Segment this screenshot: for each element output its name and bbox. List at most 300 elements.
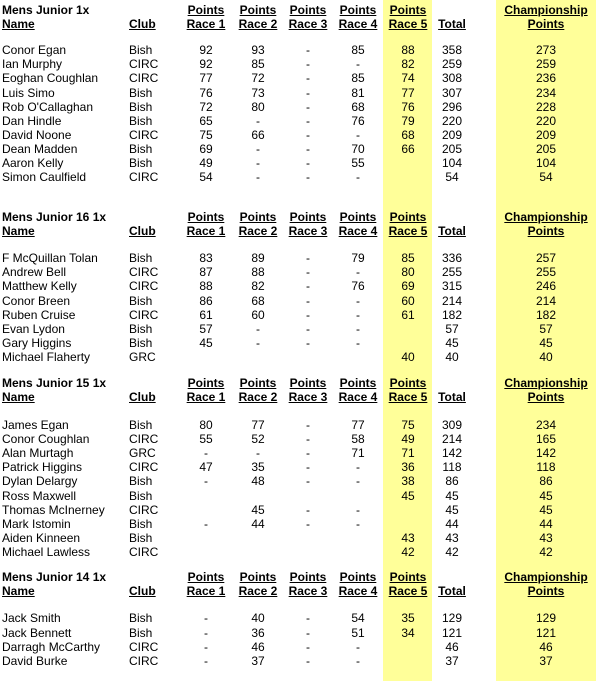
section-title: Mens Junior 1x [2, 3, 90, 17]
cell-r3: - [306, 114, 310, 128]
cell-tot: 309 [441, 418, 463, 432]
header-championship: Championship [504, 570, 588, 584]
table-row [0, 308, 600, 322]
cell-r4: 55 [351, 156, 365, 170]
header-total: Total [438, 584, 466, 598]
cell-name: Michael Lawless [2, 545, 91, 559]
header-race-5: Race 5 [388, 17, 428, 31]
cell-cp: 45 [539, 489, 553, 503]
cell-r4: - [356, 474, 360, 488]
header-championship-points: Points [527, 17, 565, 31]
cell-r2: 68 [251, 294, 265, 308]
cell-r4: 77 [351, 418, 365, 432]
header-points-race-4: Points [339, 570, 377, 584]
cell-r5: 74 [401, 71, 415, 85]
header-race-2: Race 2 [238, 584, 278, 598]
cell-r4: 76 [351, 114, 365, 128]
section-header-row-2 [0, 224, 600, 238]
cell-club: CIRC [129, 640, 159, 654]
cell-tot: 42 [445, 545, 459, 559]
cell-r5: 68 [401, 128, 415, 142]
header-points-race-5: Points [389, 376, 427, 390]
cell-tot: 296 [441, 100, 463, 114]
table-row [0, 517, 600, 531]
header-name: Name [2, 224, 35, 238]
table-row [0, 265, 600, 279]
cell-club: Bish [129, 322, 153, 336]
cell-r3: - [306, 86, 310, 100]
cell-name: Darragh McCarthy [2, 640, 101, 654]
header-race-4: Race 4 [338, 584, 378, 598]
header-points-race-3: Points [289, 570, 327, 584]
cell-r5: 35 [401, 611, 415, 625]
header-total: Total [438, 224, 466, 238]
cell-club: GRC [129, 446, 156, 460]
section-title: Mens Junior 16 1x [2, 210, 107, 224]
cell-r3: - [306, 460, 310, 474]
cell-r2: 37 [251, 654, 265, 668]
cell-tot: 209 [441, 128, 463, 142]
cell-tot: 118 [442, 460, 462, 474]
cell-cp: 209 [535, 128, 557, 142]
cell-r1: 72 [199, 100, 213, 114]
cell-r2: 89 [251, 251, 265, 265]
cell-r4: - [356, 503, 360, 517]
header-race-2: Race 2 [238, 224, 278, 238]
cell-cp: 228 [535, 100, 557, 114]
cell-club: CIRC [129, 545, 159, 559]
cell-tot: 44 [445, 517, 459, 531]
cell-tot: 182 [441, 308, 463, 322]
cell-r3: - [306, 279, 310, 293]
cell-club: CIRC [129, 308, 159, 322]
cell-r2: 45 [251, 503, 265, 517]
header-name: Name [2, 390, 35, 404]
cell-r2: 77 [251, 418, 265, 432]
cell-r4: 51 [351, 626, 365, 640]
cell-r1: 92 [199, 57, 213, 71]
table-row [0, 86, 600, 100]
header-points-race-2: Points [239, 570, 277, 584]
cell-name: Luis Simo [2, 86, 55, 100]
cell-tot: 315 [441, 279, 463, 293]
section-title: Mens Junior 15 1x [2, 376, 107, 390]
cell-r2: 82 [251, 279, 265, 293]
cell-r2: 80 [251, 100, 265, 114]
cell-r4: - [356, 294, 360, 308]
cell-name: Patrick Higgins [2, 460, 83, 474]
cell-r2: 44 [251, 517, 265, 531]
cell-r4: 79 [351, 251, 365, 265]
cell-cp: 182 [535, 308, 557, 322]
cell-r3: - [306, 418, 310, 432]
cell-r4: 81 [351, 86, 365, 100]
header-championship: Championship [504, 376, 588, 390]
cell-r3: - [306, 503, 310, 517]
header-championship-points: Points [527, 390, 565, 404]
header-race-3: Race 3 [288, 390, 328, 404]
cell-r2: - [256, 142, 260, 156]
cell-tot: 43 [445, 531, 459, 545]
cell-r5: 43 [401, 531, 415, 545]
cell-tot: 358 [441, 43, 463, 57]
cell-r3: - [306, 294, 310, 308]
cell-r2: - [256, 114, 260, 128]
cell-cp: 257 [535, 251, 557, 265]
cell-r4: - [356, 336, 360, 350]
cell-cp: 44 [539, 517, 553, 531]
section-header-row-2 [0, 390, 600, 404]
cell-name: Ruben Cruise [2, 308, 76, 322]
section-header-row-2 [0, 17, 600, 31]
cell-r5: 66 [401, 142, 415, 156]
cell-r1: 75 [199, 128, 213, 142]
cell-r3: - [306, 640, 310, 654]
cell-r4: 71 [351, 446, 365, 460]
cell-r5: 77 [401, 86, 415, 100]
cell-r1: - [204, 446, 208, 460]
cell-cp: 45 [539, 336, 553, 350]
cell-r1: 83 [199, 251, 213, 265]
cell-r1: 49 [199, 156, 213, 170]
table-row [0, 336, 600, 350]
header-club: Club [129, 584, 156, 598]
cell-cp: 118 [536, 460, 556, 474]
table-row [0, 294, 600, 308]
cell-r2: 73 [251, 86, 265, 100]
cell-name: Dylan Delargy [2, 474, 78, 488]
cell-r5: 85 [401, 251, 415, 265]
cell-cp: 86 [539, 474, 553, 488]
cell-name: Gary Higgins [2, 336, 72, 350]
cell-club: Bish [129, 100, 153, 114]
header-race-1: Race 1 [186, 390, 226, 404]
cell-r5: 60 [401, 294, 415, 308]
header-name: Name [2, 584, 35, 598]
cell-cp: 129 [535, 611, 557, 625]
cell-club: Bish [129, 142, 153, 156]
table-row [0, 611, 600, 625]
header-points-race-4: Points [339, 3, 377, 17]
header-race-3: Race 3 [288, 17, 328, 31]
cell-club: GRC [129, 350, 156, 364]
cell-tot: 57 [445, 322, 459, 336]
header-points-race-3: Points [289, 210, 327, 224]
cell-tot: 86 [445, 474, 459, 488]
cell-r4: - [356, 308, 360, 322]
cell-cp: 205 [535, 142, 557, 156]
cell-r4: 85 [351, 71, 365, 85]
cell-r4: - [356, 322, 360, 336]
cell-r3: - [306, 474, 310, 488]
header-race-1: Race 1 [186, 17, 226, 31]
cell-r5: 45 [401, 489, 415, 503]
cell-club: Bish [129, 418, 153, 432]
cell-r1: 80 [199, 418, 213, 432]
cell-r3: - [306, 170, 310, 184]
cell-r5: 82 [401, 57, 415, 71]
cell-tot: 46 [445, 640, 459, 654]
cell-r2: 36 [251, 626, 265, 640]
cell-r3: - [306, 322, 310, 336]
cell-tot: 45 [445, 489, 459, 503]
cell-r1: - [204, 474, 208, 488]
cell-name: Andrew Bell [2, 265, 67, 279]
cell-r1: 65 [199, 114, 213, 128]
cell-r3: - [306, 43, 310, 57]
cell-club: Bish [129, 156, 153, 170]
cell-tot: 205 [441, 142, 463, 156]
cell-r4: 54 [351, 611, 365, 625]
cell-club: Bish [129, 86, 153, 100]
table-row [0, 71, 600, 85]
cell-r2: 35 [251, 460, 265, 474]
cell-club: CIRC [129, 654, 159, 668]
cell-r4: 58 [351, 432, 365, 446]
cell-tot: 45 [445, 336, 459, 350]
table-row [0, 251, 600, 265]
cell-r5: 61 [401, 308, 415, 322]
cell-r4: - [356, 170, 360, 184]
cell-r4: - [356, 654, 360, 668]
cell-r1: 54 [199, 170, 213, 184]
header-points-race-5: Points [389, 3, 427, 17]
cell-r2: 40 [251, 611, 265, 625]
cell-name: Eoghan Coughlan [2, 71, 99, 85]
cell-club: Bish [129, 626, 153, 640]
cell-r1: 61 [199, 308, 213, 322]
header-race-5: Race 5 [388, 584, 428, 598]
cell-cp: 43 [539, 531, 553, 545]
cell-club: Bish [129, 474, 153, 488]
cell-cp: 121 [535, 626, 557, 640]
cell-tot: 255 [441, 265, 463, 279]
cell-club: CIRC [129, 503, 159, 517]
cell-r3: - [306, 446, 310, 460]
cell-r1: 69 [199, 142, 213, 156]
header-points-race-1: Points [187, 570, 225, 584]
cell-r3: - [306, 611, 310, 625]
cell-r3: - [306, 336, 310, 350]
cell-r2: - [256, 156, 260, 170]
cell-cp: 42 [539, 545, 553, 559]
cell-name: F McQuillan Tolan [2, 251, 98, 265]
cell-name: Mark Istomin [2, 517, 71, 531]
header-points-race-5: Points [389, 210, 427, 224]
cell-cp: 234 [535, 418, 557, 432]
cell-r2: 60 [251, 308, 265, 322]
header-race-3: Race 3 [288, 584, 328, 598]
cell-cp: 236 [535, 71, 557, 85]
cell-cp: 104 [535, 156, 557, 170]
cell-tot: 121 [441, 626, 463, 640]
header-points-race-1: Points [187, 210, 225, 224]
cell-r2: - [256, 336, 260, 350]
cell-cp: 37 [539, 654, 553, 668]
cell-r3: - [306, 156, 310, 170]
cell-r3: - [306, 57, 310, 71]
cell-cp: 40 [539, 350, 553, 364]
cell-r3: - [306, 308, 310, 322]
cell-cp: 255 [535, 265, 557, 279]
cell-tot: 308 [441, 71, 463, 85]
cell-r3: - [306, 251, 310, 265]
cell-r1: - [204, 517, 208, 531]
table-row [0, 474, 600, 488]
cell-r4: - [356, 460, 360, 474]
cell-r4: - [356, 517, 360, 531]
cell-r1: - [204, 640, 208, 654]
cell-r1: 77 [199, 71, 213, 85]
header-championship: Championship [504, 3, 588, 17]
header-race-4: Race 4 [338, 224, 378, 238]
table-row [0, 114, 600, 128]
cell-r5: 80 [401, 265, 415, 279]
cell-r1: 57 [199, 322, 213, 336]
cell-r5: 42 [401, 545, 415, 559]
cell-club: Bish [129, 251, 153, 265]
cell-r4: - [356, 265, 360, 279]
cell-name: Thomas McInerney [2, 503, 105, 517]
cell-r3: - [306, 626, 310, 640]
cell-name: Evan Lydon [2, 322, 65, 336]
table-row [0, 170, 600, 184]
cell-club: Bish [129, 294, 153, 308]
cell-r1: 87 [199, 265, 213, 279]
table-row [0, 279, 600, 293]
cell-r5: 69 [401, 279, 415, 293]
header-points-race-1: Points [187, 3, 225, 17]
cell-r3: - [306, 128, 310, 142]
header-race-1: Race 1 [186, 584, 226, 598]
header-race-4: Race 4 [338, 390, 378, 404]
cell-r1: 45 [199, 336, 213, 350]
cell-r3: - [306, 142, 310, 156]
cell-club: Bish [129, 114, 153, 128]
cell-r1: 92 [199, 43, 213, 57]
header-race-2: Race 2 [238, 390, 278, 404]
cell-tot: 54 [445, 170, 459, 184]
cell-club: Bish [129, 489, 153, 503]
section-title: Mens Junior 14 1x [2, 570, 107, 584]
cell-name: Conor Coughlan [2, 432, 90, 446]
header-total: Total [438, 17, 466, 31]
table-row [0, 531, 600, 545]
header-club: Club [129, 17, 156, 31]
header-race-2: Race 2 [238, 17, 278, 31]
section-header-row-2 [0, 584, 600, 598]
cell-r3: - [306, 654, 310, 668]
cell-r1: 76 [199, 86, 213, 100]
cell-club: Bish [129, 517, 153, 531]
cell-name: Ross Maxwell [2, 489, 77, 503]
table-row [0, 489, 600, 503]
cell-r1: 47 [199, 460, 213, 474]
cell-cp: 259 [535, 57, 557, 71]
cell-name: Aiden Kinneen [2, 531, 81, 545]
cell-r1: 88 [199, 279, 213, 293]
table-row [0, 640, 600, 654]
header-race-3: Race 3 [288, 224, 328, 238]
table-row [0, 545, 600, 559]
cell-cp: 214 [535, 294, 557, 308]
cell-r2: 88 [251, 265, 265, 279]
cell-name: Michael Flaherty [2, 350, 91, 364]
cell-name: Rob O'Callaghan [2, 100, 94, 114]
cell-r4: - [356, 640, 360, 654]
cell-r2: 93 [251, 43, 265, 57]
cell-name: Aaron Kelly [2, 156, 64, 170]
cell-tot: 142 [441, 446, 463, 460]
cell-club: CIRC [129, 279, 159, 293]
table-row [0, 43, 600, 57]
cell-club: CIRC [129, 170, 159, 184]
cell-name: Ian Murphy [2, 57, 63, 71]
cell-r2: 66 [251, 128, 265, 142]
cell-name: Jack Bennett [2, 626, 72, 640]
cell-cp: 57 [539, 322, 553, 336]
header-championship: Championship [504, 210, 588, 224]
cell-r1: 86 [199, 294, 213, 308]
cell-r3: - [306, 432, 310, 446]
cell-r5: 76 [401, 100, 415, 114]
cell-club: CIRC [129, 128, 159, 142]
cell-r1: 55 [199, 432, 213, 446]
cell-name: James Egan [2, 418, 69, 432]
cell-name: Dan Hindle [2, 114, 62, 128]
cell-club: CIRC [129, 71, 159, 85]
table-row [0, 503, 600, 517]
cell-cp: 246 [535, 279, 557, 293]
cell-tot: 37 [445, 654, 459, 668]
header-championship-points: Points [527, 224, 565, 238]
cell-r5: 79 [401, 114, 415, 128]
cell-r5: 40 [401, 350, 415, 364]
cell-r3: - [306, 265, 310, 279]
header-points-race-2: Points [239, 376, 277, 390]
cell-r5: 38 [401, 474, 415, 488]
cell-name: David Burke [2, 654, 68, 668]
section-header-row-1 [0, 570, 600, 584]
cell-r5: 49 [401, 432, 415, 446]
header-points-race-5: Points [389, 570, 427, 584]
cell-cp: 45 [539, 503, 553, 517]
cell-r4: - [356, 57, 360, 71]
section-header-row-1 [0, 376, 600, 390]
cell-name: Conor Egan [2, 43, 67, 57]
cell-name: Conor Breen [2, 294, 71, 308]
header-points-race-3: Points [289, 3, 327, 17]
cell-cp: 273 [535, 43, 557, 57]
table-row [0, 460, 600, 474]
table-row [0, 446, 600, 460]
cell-r2: 85 [251, 57, 265, 71]
cell-name: David Noone [2, 128, 72, 142]
cell-tot: 214 [441, 294, 463, 308]
cell-r5: 75 [401, 418, 415, 432]
section-header-row-1 [0, 210, 600, 224]
cell-r1: - [204, 611, 208, 625]
cell-club: CIRC [129, 265, 159, 279]
cell-cp: 234 [535, 86, 557, 100]
header-race-4: Race 4 [338, 17, 378, 31]
cell-tot: 104 [441, 156, 463, 170]
cell-r4: 68 [351, 100, 365, 114]
cell-tot: 336 [441, 251, 463, 265]
cell-r4: - [356, 128, 360, 142]
cell-r3: - [306, 100, 310, 114]
header-club: Club [129, 224, 156, 238]
